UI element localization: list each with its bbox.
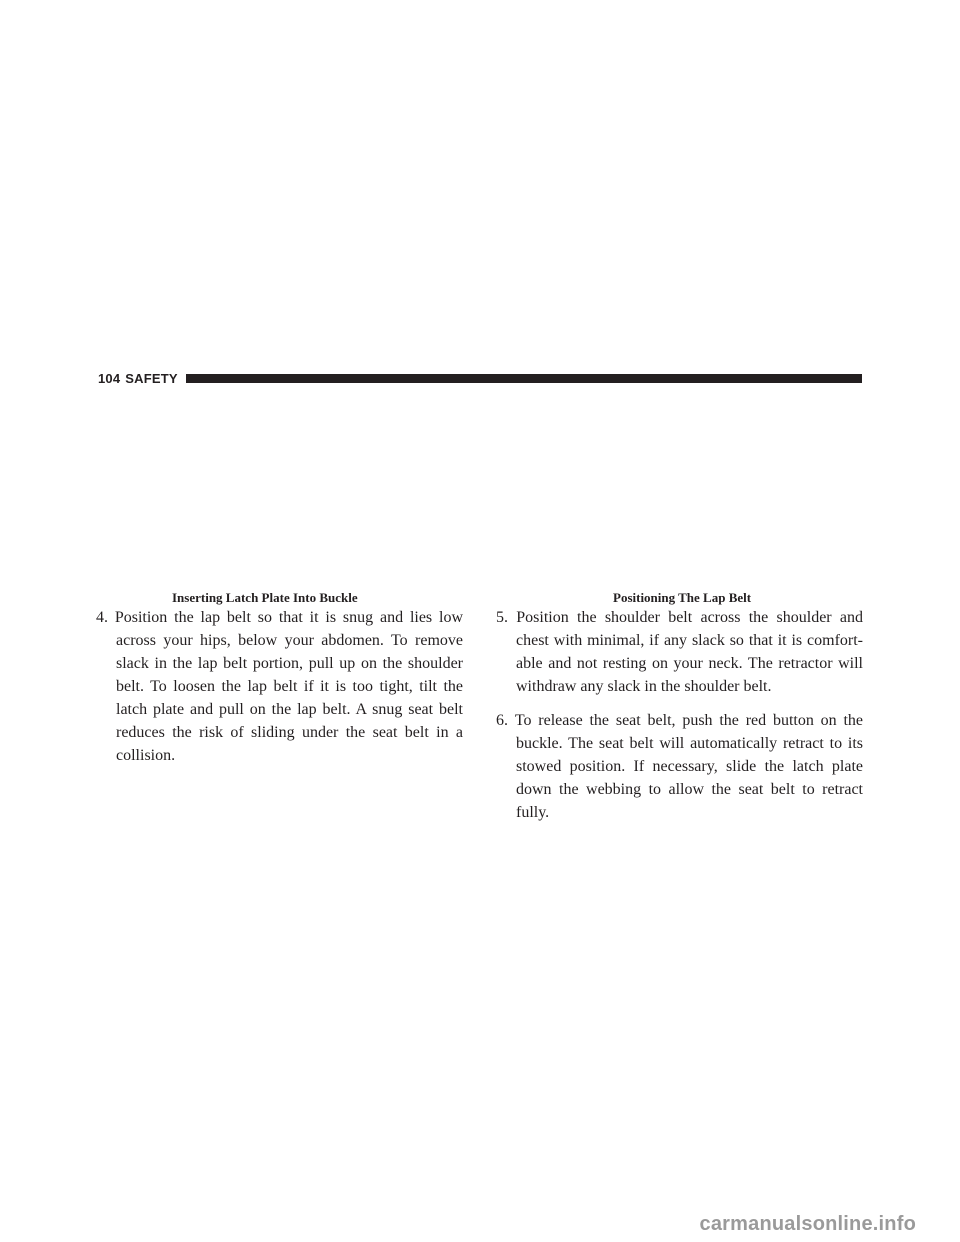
right-column: [496, 606, 863, 835]
step-text: Position the shoulder belt across the shoulder and chest with minimal, if any slack so that it is comfort-able and not resting on your neck. The retractor will withdraw any slack in the shoulder belt.: [516, 609, 864, 695]
figure-caption-latch-plate: Inserting Latch Plate Into Buckle: [172, 590, 358, 605]
watermark-link[interactable]: carmanualsonline.info: [699, 1213, 916, 1235]
left-column: [96, 606, 463, 778]
section-title: SAFETY: [125, 370, 178, 386]
step-6: [496, 709, 863, 824]
step-4: [96, 606, 463, 767]
header-rule: [186, 374, 862, 383]
step-number: 4.: [96, 609, 108, 626]
header-label: [98, 371, 178, 386]
step-text: Position the lap belt so that it is snug and lies low across your hips, below your abdomen. To remove slack in the lap belt portion, pull up on the shoulder belt. To loosen the lap belt if it is too tight, tilt the latch plate and pull on the lap belt. A snug seat belt reduces the risk of sliding under the seat belt in a collision.: [114, 609, 463, 764]
step-text: To release the seat belt, push the red button on the buckle. The seat belt will automatically retract to its stowed position. If necessary, slide the latch plate down the webbing to allow the seat belt to retract fully.: [514, 712, 863, 821]
step-5: [496, 606, 863, 698]
page-header: [98, 370, 862, 386]
figure-caption-lap-belt: Positioning The Lap Belt: [613, 590, 752, 605]
step-number: 5.: [496, 609, 508, 626]
step-number: 6.: [496, 712, 508, 729]
page-number: 104: [98, 370, 121, 386]
